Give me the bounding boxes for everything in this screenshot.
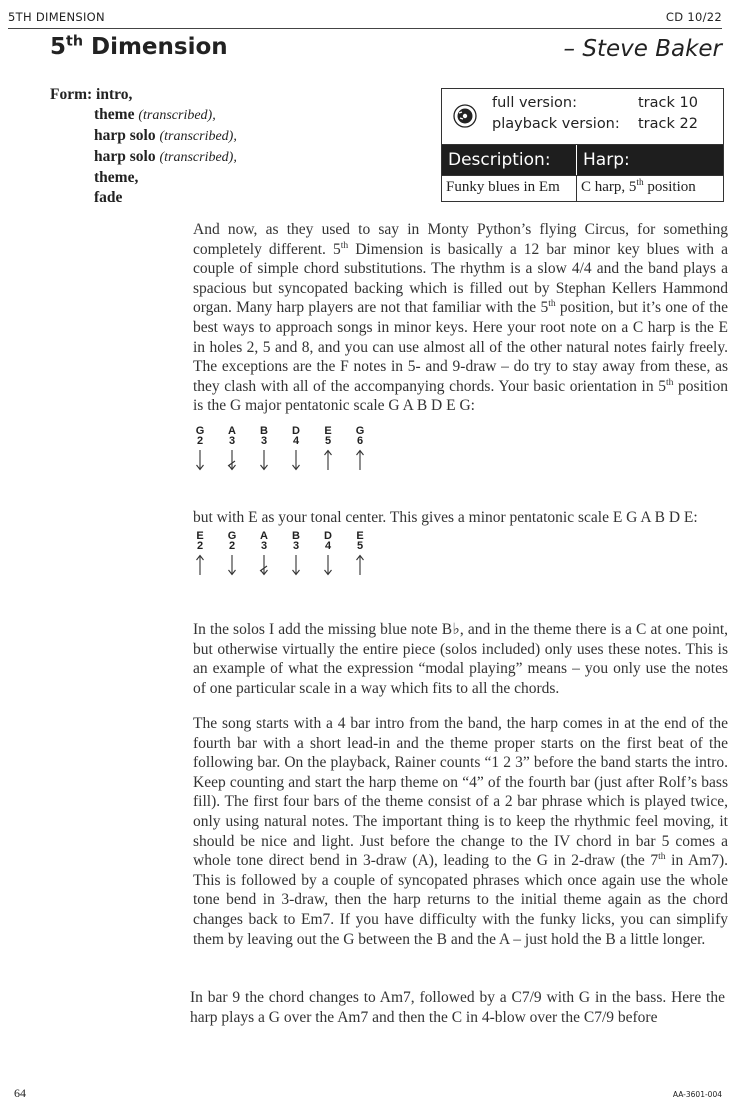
- tab-note-name: E: [356, 530, 364, 542]
- tab-note-name: E: [324, 425, 332, 437]
- tab-note-name: G: [195, 425, 205, 437]
- full-version-label: full version:: [492, 95, 577, 111]
- tab-note: [225, 425, 239, 471]
- draw-arrow-icon: [258, 449, 270, 471]
- title-sup: th: [66, 33, 83, 50]
- form-item: harp solo: [94, 148, 156, 165]
- paragraph-minor-pentatonic: but with E as your tonal center. This gives a minor pentatonic scale E G A B D E:: [193, 509, 698, 526]
- tab-hole-number: 2: [196, 540, 204, 552]
- tab-note: [193, 530, 207, 576]
- playback-version-track: track 22: [638, 116, 698, 132]
- tab-hole-number: 6: [356, 435, 364, 447]
- description-value: Funky blues in Em: [442, 176, 577, 201]
- title-number: 5: [50, 34, 67, 60]
- form-item-note: (transcribed),: [159, 129, 237, 144]
- tab-note: [353, 530, 367, 576]
- tab-note-name: E: [196, 530, 204, 542]
- blow-arrow-icon: [354, 554, 366, 576]
- page-title: [50, 34, 228, 60]
- draw-arrow-icon: [290, 554, 302, 576]
- tab-note: [353, 425, 367, 471]
- cd-icon: [453, 104, 477, 128]
- running-header-cd: CD 10/22: [665, 10, 722, 24]
- tab-hole-number: 4: [324, 540, 332, 552]
- form-item: intro,: [96, 86, 133, 103]
- draw-arrow-icon: [290, 449, 302, 471]
- draw-arrow-icon: [226, 554, 238, 576]
- form-item: theme,: [94, 169, 139, 186]
- tab-hole-number: 2: [196, 435, 204, 447]
- tab-note-name: D: [324, 530, 332, 542]
- form-item-note: (transcribed),: [138, 108, 216, 123]
- form-item: harp solo: [94, 127, 156, 144]
- form-list: [50, 85, 237, 208]
- title-text: Dimension: [82, 34, 228, 60]
- blow-arrow-icon: [354, 449, 366, 471]
- tab-note-name: A: [228, 425, 236, 437]
- tab-note-name: D: [292, 425, 300, 437]
- paragraph-intro: And now, as they used to say in Monty Python’s flying Circus, for something completely different. 5th Dimension is basically a 12 bar minor key blues with a couple of simple chord substitutions. The rhythm is a slow 4/4 and the band plays a spacious but syncopated backing which is filled out by Stephan Kellers Hammond organ. Many harp players are not that familiar with the 5th position, but it’s one of the best ways to approach songs in minor keys. Here your root note on a C harp is the E in holes 2, 5 and 8, and you can use almost all of the other natural notes fairly freely. The exceptions are the F notes in 5- and 9-draw – do try to stay away from these, as they clash with all of the accompanying chords. Your basic orientation in 5th position is the G major pentatonic scale G A B D E G:: [193, 221, 729, 415]
- playback-version-label: playback version:: [492, 116, 620, 132]
- tab-hole-number: 2: [228, 540, 236, 552]
- tab-hole-number: 5: [356, 540, 364, 552]
- tab-note: [193, 425, 207, 471]
- tab-note: [257, 425, 271, 471]
- form-label: Form:: [50, 86, 93, 103]
- tab-note: [289, 425, 303, 471]
- bend-arrow-icon: [226, 449, 238, 471]
- page-number: 64: [14, 1086, 26, 1100]
- tab-note: [321, 530, 335, 576]
- draw-arrow-icon: [194, 449, 206, 471]
- paragraph-song-start: The song starts with a 4 bar intro from the band, the harp comes in at the end of the fourth bar with a short lead-in and the theme proper starts on the first beat of the following bar. On the playback, Rainer counts “1 2 3” before the band starts the intro. Keep counting and start the harp theme on “4” of the fourth bar (just after Rolf’s bass fill). The first four bars of the theme consist of a 2 bar phrase which is played twice, only using natural notes. The important thing is to keep the rhythmic feel moving, it should be nice and light. Just before the change to the IV chord in bar 5 comes a whole tone direct bend in 3-draw (A), leading to the G in 2-draw (the 7th in Am7). This is followed by a couple of syncopated phrases which once again use the whole tone bend in 3-draw, then the harp returns to the initial theme again as the chord changes back to Em7. If you have difficulty with the funky licks, you can simplify them by leaving out the G between the B and the A – just hold the B a little longer.: [193, 715, 728, 948]
- tab-hole-number: 5: [324, 435, 332, 447]
- description-header: Description:: [442, 145, 577, 175]
- tab-note-name: G: [227, 530, 237, 542]
- tab-note-name: G: [355, 425, 365, 437]
- author: – Steve Baker: [563, 36, 722, 62]
- tab-note-name: B: [260, 425, 268, 437]
- harp-value: C harp, 5th position: [581, 178, 696, 195]
- full-version-track: track 10: [638, 95, 698, 111]
- tab-hole-number: 3: [228, 435, 236, 447]
- track-info-box: [441, 88, 724, 202]
- tab-hole-number: 4: [292, 435, 300, 447]
- draw-arrow-icon: [322, 554, 334, 576]
- form-item: theme: [94, 106, 135, 123]
- bend-arrow-icon: [258, 554, 270, 576]
- tab-hole-number: 3: [292, 540, 300, 552]
- blow-arrow-icon: [322, 449, 334, 471]
- catalog-code: AA-3601-004: [672, 1090, 722, 1099]
- tab-note-name: A: [260, 530, 268, 542]
- form-item-note: (transcribed),: [159, 150, 237, 165]
- blow-arrow-icon: [194, 554, 206, 576]
- form-item: fade: [94, 189, 123, 206]
- paragraph-blue-note: In the solos I add the missing blue note B♭, and in the theme there is a C at one point, but otherwise virtually the entire piece (solos included) only uses these notes. This is an example of what the expression “modal playing” means – you only use the notes of one particular scale in a way which fits to all the chords.: [193, 621, 728, 697]
- tab-note: [225, 530, 239, 576]
- tab-note: [257, 530, 271, 576]
- running-header-title: 5TH DIMENSION: [8, 10, 105, 24]
- running-header: [8, 8, 722, 29]
- harp-header: Harp:: [583, 150, 630, 170]
- tab-hole-number: 3: [260, 435, 268, 447]
- tab-note: [289, 530, 303, 576]
- paragraph-bar-9: In bar 9 the chord changes to Am7, followed by a C7/9 with G in the bass. Here the harp plays a G over the Am7 and then the C in 4-blow over the C7/9 before: [190, 989, 725, 1026]
- tab-note: [321, 425, 335, 471]
- tab-note-name: B: [292, 530, 300, 542]
- tab-hole-number: 3: [260, 540, 268, 552]
